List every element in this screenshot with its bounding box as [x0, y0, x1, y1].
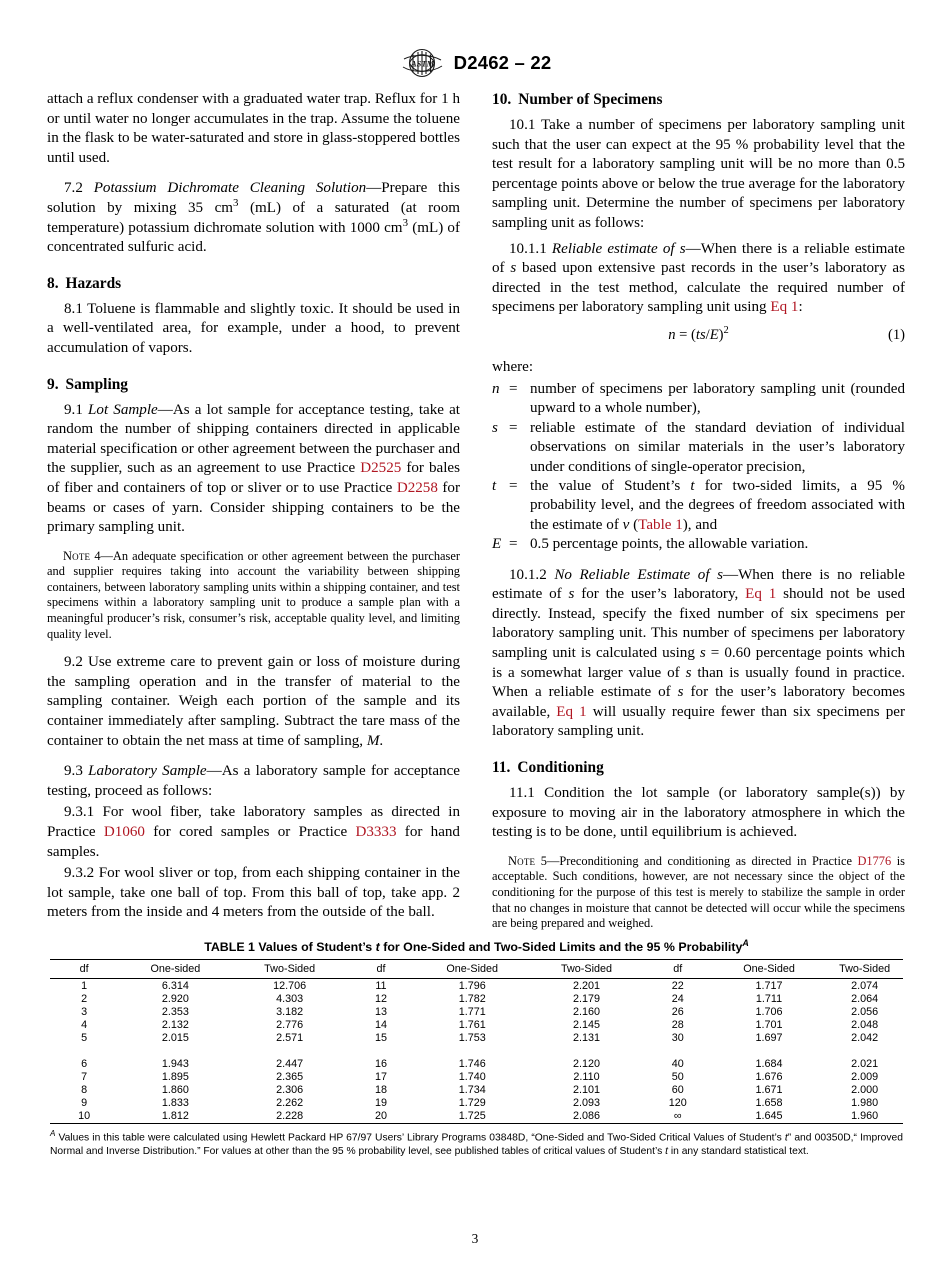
note-text: Preconditioning and conditioning as directed in Practice — [559, 853, 858, 868]
where-label: where: — [492, 358, 534, 375]
section-number: 10. — [492, 91, 512, 108]
cell: 1.895 — [161, 1070, 189, 1083]
cell: 2.101 — [572, 1084, 601, 1097]
definition-text: reliable estimate of the standard deviation of individual observations on similar materials in the user’s laboratory under conditions of single-operator precision, — [530, 419, 905, 475]
cell: 1.753 — [458, 1032, 486, 1045]
definition-row-s — [492, 419, 905, 477]
definition-text: 0.5 percentage points, the allowable variation. — [530, 536, 809, 553]
cell: 11 — [347, 979, 415, 993]
right-column — [492, 90, 905, 932]
column-header-df-2: df — [347, 960, 415, 979]
paragraph-9-3 — [47, 762, 460, 801]
definition-symbol: s — [492, 419, 498, 436]
paragraph-text: than is usually found in practice. When a reliable estimate of — [492, 664, 905, 701]
paragraph-text: for bales of fiber and containers of top or sliver or to use Practice — [47, 460, 460, 496]
note-4 — [47, 549, 460, 643]
paragraph-10-1-2 — [492, 566, 905, 742]
cell: 1.761 — [458, 1019, 486, 1032]
table-row — [50, 1019, 903, 1032]
cell: 22 — [644, 979, 712, 993]
equation-reference-link[interactable]: Eq 1 — [556, 703, 587, 720]
table-footnote — [50, 1123, 903, 1158]
symbol-M: M — [366, 732, 380, 749]
cell: ∞ — [673, 1110, 682, 1123]
cell: 2.160 — [572, 1005, 601, 1018]
paragraph-8-1: 8.1 Toluene is flammable and slightly toxic. It should be used in a well-ventilated area, for example, under a hood, to prevent accumulation of vapors. — [47, 300, 460, 356]
section-heading-9 — [47, 375, 460, 394]
symbol-s: s — [510, 260, 517, 277]
paragraph-number: 10.1.1 — [509, 240, 547, 257]
section-title: Sampling — [65, 375, 128, 393]
footnote-marker: A — [742, 937, 749, 948]
paragraph-text: 9.2 Use extreme care to prevent gain or loss of moisture during the sampling operation and in the transfer of material to the sampling container. Weigh each portion of the sample and its container immediately after sampling. Subtract the tare mass of the container to obtain the net mass at time of sampling, — [47, 654, 460, 749]
cell: 2.228 — [276, 1110, 304, 1123]
spacer-cell — [712, 1045, 826, 1057]
body-columns — [47, 90, 905, 932]
cell: 2.056 — [851, 1005, 879, 1018]
paragraph-text: should not be used directly. Instead, specify the fixed number of six specimens per laboratory sampling unit. This number of specimens per laboratory sampling unit is calculated using — [492, 586, 905, 661]
table-row — [50, 1110, 903, 1123]
cell: 1.717 — [712, 979, 826, 993]
paragraph-9-2 — [47, 653, 460, 751]
cell: 1.658 — [755, 1097, 783, 1110]
definition-row-n — [492, 380, 905, 419]
cell: 1.980 — [851, 1097, 879, 1110]
paragraph-9-3-2: 9.3.2 For wool sliver or top, from each shipping container in the lot sample, take one ball of top. From this ball of top, take app. 2 meters from the inside and 4 meters from the outside of the ball. — [47, 865, 460, 921]
paragraph-text: 9.3.1 For wool fiber, take laboratory samples as directed in Practice — [47, 804, 460, 840]
cell: 2.447 — [276, 1057, 304, 1070]
cell: 24 — [671, 992, 684, 1005]
cell: 2.262 — [276, 1097, 304, 1110]
paragraph-10-1: 10.1 Take a number of specimens per laboratory sampling unit such that the user can expect at the 95 % probability level that the test result for a laboratory sampling unit will be no more than 0.5 percentage points above or below the true average for the laboratory sampling unit. Determine the number of specimens per laboratory sampling unit as follows: — [492, 117, 905, 231]
paragraph-text: When there is no reliable estimate of — [492, 566, 905, 603]
cell: 2.353 — [161, 1005, 189, 1018]
cell: 2.000 — [851, 1084, 879, 1097]
section-heading-8 — [47, 274, 460, 293]
cell: 2.086 — [572, 1110, 601, 1123]
paragraph-text: for hand samples. — [47, 824, 460, 860]
column-header-df-3: df — [644, 960, 712, 979]
table-1 — [50, 937, 903, 1158]
symbol-s: s — [677, 684, 684, 701]
equation-reference-link[interactable]: Eq 1 — [745, 586, 777, 603]
cell: 12.706 — [233, 979, 347, 993]
equation-lhs: n — [668, 326, 676, 343]
page-header — [0, 0, 950, 82]
symbol-s: s — [679, 240, 686, 257]
em-dash: — — [546, 853, 560, 868]
cell: 1.740 — [458, 1070, 486, 1083]
cell: 3 — [81, 1005, 88, 1018]
section-heading-10 — [492, 90, 905, 109]
cell: 14 — [374, 1019, 387, 1032]
cell: 1.697 — [755, 1032, 783, 1045]
section-heading-11 — [492, 758, 905, 777]
paragraph-text: : — [798, 299, 803, 316]
spacer-cell — [50, 1045, 118, 1057]
equals-sign: = — [509, 419, 518, 436]
table-title — [50, 937, 903, 959]
cell: 19 — [374, 1097, 387, 1110]
symbol-s: s — [685, 664, 692, 681]
paragraph-text: (mL) of a saturated (at room temperature) potassium dichromate solution with 1000 cm — [47, 199, 460, 236]
cell: 1.676 — [755, 1070, 783, 1083]
paragraph-7-2 — [47, 179, 460, 257]
cell: 1.684 — [755, 1057, 783, 1070]
paragraph-number: 10.1.2 — [509, 566, 547, 583]
cell: 2.145 — [572, 1019, 601, 1032]
paragraph-text: for the user’s laboratory becomes available, — [492, 684, 905, 720]
symbol-definition-list — [492, 380, 905, 555]
note-5 — [492, 854, 905, 932]
equation-term-ts: ts — [695, 326, 706, 343]
paragraph-11-1: 11.1 Condition the lot sample (or laboratory sample(s)) by exposure to moving air in the laboratory atmosphere in which the testing is to be done, until equilibrium is achieved. — [492, 784, 905, 841]
cell: 5 — [81, 1032, 88, 1045]
cell: 2 — [81, 992, 88, 1005]
em-dash: — — [100, 548, 113, 563]
paragraph-text: = 0.60 percentage points which is a somewhat larger value of — [492, 644, 905, 681]
cell: 2.015 — [161, 1032, 189, 1045]
cell: 2.009 — [851, 1070, 879, 1083]
column-header-one-sided-1: One-sided — [118, 960, 232, 979]
cell: 4.303 — [276, 992, 304, 1005]
table-title-text: for One-Sided and Two-Sided Limits and the 95 % Probability — [379, 940, 743, 954]
paragraph-text: (mL) of concentrated sulfuric acid. — [47, 219, 461, 256]
em-dash: — — [366, 180, 382, 197]
cell: 1.706 — [755, 1005, 783, 1018]
equation-term-E: E — [709, 326, 719, 343]
spacer-cell — [118, 1045, 232, 1057]
footnote-marker: A — [50, 1129, 56, 1139]
cell: 1.729 — [458, 1097, 486, 1110]
symbol-s: s — [717, 566, 723, 583]
table-reference-link[interactable]: Table 1 — [638, 516, 683, 533]
spacer-cell — [644, 1045, 712, 1057]
svg-text:ASTM: ASTM — [410, 58, 434, 69]
section-number: 11. — [492, 758, 511, 776]
note-label: Note — [63, 548, 91, 563]
section-number: 9. — [47, 375, 59, 393]
student-t-table — [50, 959, 903, 1123]
cell: 7 — [81, 1070, 88, 1083]
note-text: is acceptable. Such conditions, however, are not necessary since the object of the conditioning for the purpose of this test is merely to stabilize the sample in order that no changes in moisture that cannot be detected will occur while the specimens are being prepared and weighed. — [492, 853, 905, 931]
cell: 1.812 — [161, 1110, 189, 1123]
cell: 2.776 — [276, 1019, 304, 1032]
cell: 12 — [374, 992, 387, 1005]
column-header-two-sided-1: Two-Sided — [233, 960, 347, 979]
superscript: 3 — [233, 196, 239, 209]
cell: 1.771 — [458, 1005, 486, 1018]
cell: 1.725 — [458, 1110, 486, 1123]
note-number: 5 — [535, 853, 547, 868]
paragraph-title: Laboratory Sample — [88, 763, 207, 780]
paren-close: ) — [718, 326, 724, 343]
definition-row-t — [492, 477, 905, 535]
spacer-cell — [529, 1045, 643, 1057]
spacer-cell — [415, 1045, 529, 1057]
equation-1-row — [492, 327, 905, 349]
cell: 1.746 — [458, 1057, 486, 1070]
table-group-spacer — [50, 1045, 903, 1057]
paragraph-9-1 — [47, 401, 460, 538]
document-identifier: D2462 – 22 — [453, 52, 552, 73]
cell: 17 — [374, 1070, 387, 1083]
definition-text-part: the value of Student’s — [530, 477, 691, 494]
table-row — [50, 979, 903, 993]
footnote-text: in any standard statistical text. — [667, 1145, 809, 1157]
footnote-text: Values in this table were calculated using Hewlett Packard HP 67/97 Users’ Library Programs 03848D, “One-Sided and Two-Sided Critical Values of Student’s — [55, 1132, 785, 1144]
equation-1-number: (1) — [887, 326, 905, 343]
cell: 13 — [374, 1005, 387, 1018]
cell: 10 — [78, 1110, 91, 1123]
cell: 1.960 — [851, 1110, 879, 1123]
table-row — [50, 1057, 903, 1070]
section-number: 8. — [47, 274, 59, 292]
paragraph-title: Lot Sample — [88, 401, 158, 418]
paragraph-title: Potassium Dichromate Cleaning Solution — [93, 180, 367, 197]
paragraph-text: for the user’s laboratory, — [574, 586, 746, 603]
paragraph-7-1-continued: attach a reflux condenser with a graduated water trap. Reflux for 1 h or until water no longer accumulates in the trap. Assume the toluene in the flask to be water-saturated and store in glass-stoppered bottles until used. — [47, 91, 460, 166]
cell: 1.796 — [415, 979, 529, 993]
definition-text: number of specimens per laboratory sampling unit (rounded upward to a whole number), — [530, 380, 905, 417]
symbol-v: v — [622, 516, 630, 533]
paragraph-number: 7.2 — [64, 180, 83, 197]
standard-reference-link[interactable]: D2525 — [360, 460, 402, 477]
cell: 2.048 — [851, 1019, 879, 1032]
table-row — [50, 1097, 903, 1110]
paragraph-number: 9.3 — [64, 763, 83, 780]
table-title-text: TABLE 1 Values of Student’s — [204, 940, 376, 954]
symbol-s: s — [568, 586, 575, 603]
em-dash: — — [685, 240, 701, 257]
paragraph-text: When there is a reliable estimate of — [492, 240, 905, 277]
paragraph-10-1-1 — [492, 240, 905, 318]
cell: 8 — [81, 1084, 88, 1097]
cell: 2.179 — [572, 992, 601, 1005]
paragraph-text: for beams or cases of yarn. Consider shipping containers to be the primary sampling unit. — [47, 479, 460, 536]
definition-text — [530, 477, 905, 535]
symbol-t: t — [690, 477, 695, 494]
table-row — [50, 1070, 903, 1083]
table-header-row — [50, 960, 903, 979]
em-dash: — — [157, 401, 173, 418]
paragraph-title: No Reliable Estimate of — [554, 566, 718, 583]
spacer-cell — [233, 1045, 347, 1057]
divide-slash: / — [705, 326, 710, 343]
equals-sign: = — [675, 326, 692, 343]
column-header-one-sided-2: One-Sided — [415, 960, 529, 979]
exponent: 2 — [723, 325, 729, 337]
em-dash: — — [206, 763, 222, 780]
table-header — [50, 960, 903, 979]
cell: 1.734 — [458, 1084, 486, 1097]
spacer-cell — [347, 1045, 415, 1057]
cell: 2.074 — [826, 979, 903, 993]
symbol-t: t — [665, 1145, 668, 1157]
definition-text-part: for two-sided limits, a 95 % probability level, and the degrees of freedom associated with the estimate of — [530, 477, 905, 533]
definition-symbol: E — [492, 536, 502, 553]
cell: 2.021 — [851, 1057, 879, 1070]
table-row — [50, 1032, 903, 1045]
cell: 1 — [50, 979, 118, 993]
definition-symbol: n — [492, 380, 500, 397]
cell: 30 — [671, 1032, 684, 1045]
table-row — [50, 1084, 903, 1097]
definition-row-E — [492, 535, 905, 554]
cell: 1.645 — [755, 1110, 783, 1123]
section-title: Hazards — [65, 274, 122, 292]
spacer-cell — [826, 1045, 903, 1057]
cell: 9 — [81, 1097, 88, 1110]
cell: 2.306 — [276, 1084, 304, 1097]
column-header-df-1: df — [50, 960, 118, 979]
cell: 20 — [374, 1110, 387, 1123]
paragraph-text: for cored samples or Practice — [144, 824, 356, 840]
cell: 1.671 — [755, 1084, 783, 1097]
definition-text-part: ( — [629, 516, 639, 533]
column-header-one-sided-3: One-Sided — [712, 960, 826, 979]
standard-reference-link[interactable]: D2258 — [396, 479, 438, 496]
cell: 1.782 — [458, 992, 486, 1005]
em-dash: — — [722, 566, 739, 583]
paragraph-number: 9.1 — [64, 401, 83, 418]
astm-logo-icon — [399, 48, 445, 78]
cell: 2.131 — [572, 1032, 601, 1045]
definition-symbol: t — [492, 477, 497, 494]
cell: 2.201 — [529, 979, 643, 993]
standard-reference-link[interactable]: D3333 — [355, 824, 397, 840]
cell: 50 — [671, 1070, 684, 1083]
equals-sign: = — [509, 536, 518, 553]
cell: 6.314 — [118, 979, 232, 993]
standard-reference-link[interactable]: D1776 — [857, 853, 892, 868]
column-header-two-sided-2: Two-Sided — [529, 960, 643, 979]
cell: 1.943 — [161, 1057, 189, 1070]
symbol-t: t — [375, 940, 380, 954]
section-title: Conditioning — [517, 758, 604, 776]
cell: 2.132 — [161, 1019, 189, 1032]
cell: 60 — [671, 1084, 684, 1097]
cell: 1.701 — [755, 1019, 783, 1032]
table-body — [50, 979, 903, 1124]
note-label: Note — [508, 853, 536, 868]
definition-text-part: ), and — [682, 516, 718, 533]
cell: 2.093 — [572, 1097, 601, 1110]
section-title: Number of Specimens — [518, 91, 663, 108]
paragraph-text: based upon extensive past records in the user’s laboratory as directed in the test method, calculate the required number of specimens per laboratory sampling unit using — [492, 260, 905, 316]
equation-reference-link[interactable]: Eq 1 — [770, 299, 799, 316]
table-row — [50, 992, 903, 1005]
cell: 120 — [668, 1097, 687, 1110]
cell: 2.365 — [276, 1070, 304, 1083]
cell: 2.110 — [573, 1070, 600, 1083]
cell: 2.571 — [276, 1032, 304, 1045]
paragraph-title: Reliable estimate of — [551, 240, 680, 257]
standard-reference-link[interactable]: D1060 — [103, 824, 145, 840]
superscript: 3 — [402, 216, 408, 229]
cell: 2.120 — [572, 1057, 601, 1070]
column-header-two-sided-3: Two-Sided — [826, 960, 903, 979]
cell: 2.920 — [161, 992, 189, 1005]
paragraph-text: Prepare this solution by mixing 35 cm — [47, 180, 460, 216]
cell: 1.711 — [755, 992, 783, 1005]
cell: 26 — [671, 1005, 684, 1018]
paragraph-text: As a lot sample for acceptance testing, take at random the number of shipping containers directed in applicable material specification or other agreement between the purchaser and the supplier, such as an agreement to use Practice — [47, 401, 461, 477]
equals-sign: = — [509, 380, 518, 397]
cell: 1.860 — [161, 1084, 189, 1097]
symbol-t: t — [784, 1132, 788, 1144]
cell: 15 — [374, 1032, 387, 1045]
cell: 18 — [374, 1084, 387, 1097]
paragraph-text: As a laboratory sample for acceptance testing, proceed as follows: — [47, 763, 461, 799]
cell: 2.042 — [851, 1032, 879, 1045]
cell: 2.064 — [851, 992, 879, 1005]
equation-1 — [492, 327, 905, 344]
cell: 40 — [671, 1057, 684, 1070]
footnote-text: ” and 00350D,“ Improved Normal and Inverse Distribution.” For values at other than the 95 % probability level, see published tables of critical values of Student’s — [50, 1132, 903, 1157]
cell: 28 — [671, 1019, 684, 1032]
cell: 3.182 — [276, 1005, 304, 1018]
equals-sign: = — [509, 477, 518, 494]
cell: 4 — [81, 1019, 88, 1032]
page-number: 3 — [471, 1231, 479, 1246]
paragraph-9-3-1 — [47, 803, 460, 862]
cell: 16 — [374, 1057, 387, 1070]
note-text: An adequate specification or other agreement between the purchaser and supplier requires taking into account the variability between shipping containers, between laboratory sampling units within a shipping container, and test specimens within a laboratory sampling unit to produce a sample plan with a meaningful producer’s risk, consumer’s risk, acceptable quality level, and limiting quality level. — [47, 548, 460, 641]
note-number: 4 — [90, 548, 101, 563]
symbol-s: s — [699, 644, 706, 661]
table-row — [50, 1005, 903, 1018]
cell: 1.833 — [161, 1097, 189, 1110]
left-column — [47, 90, 460, 932]
period: . — [379, 732, 384, 749]
cell: 6 — [81, 1057, 88, 1070]
paren-open: ( — [691, 326, 696, 343]
paragraph-text: will usually require fewer than six specimens per laboratory sampling unit. — [492, 703, 905, 740]
